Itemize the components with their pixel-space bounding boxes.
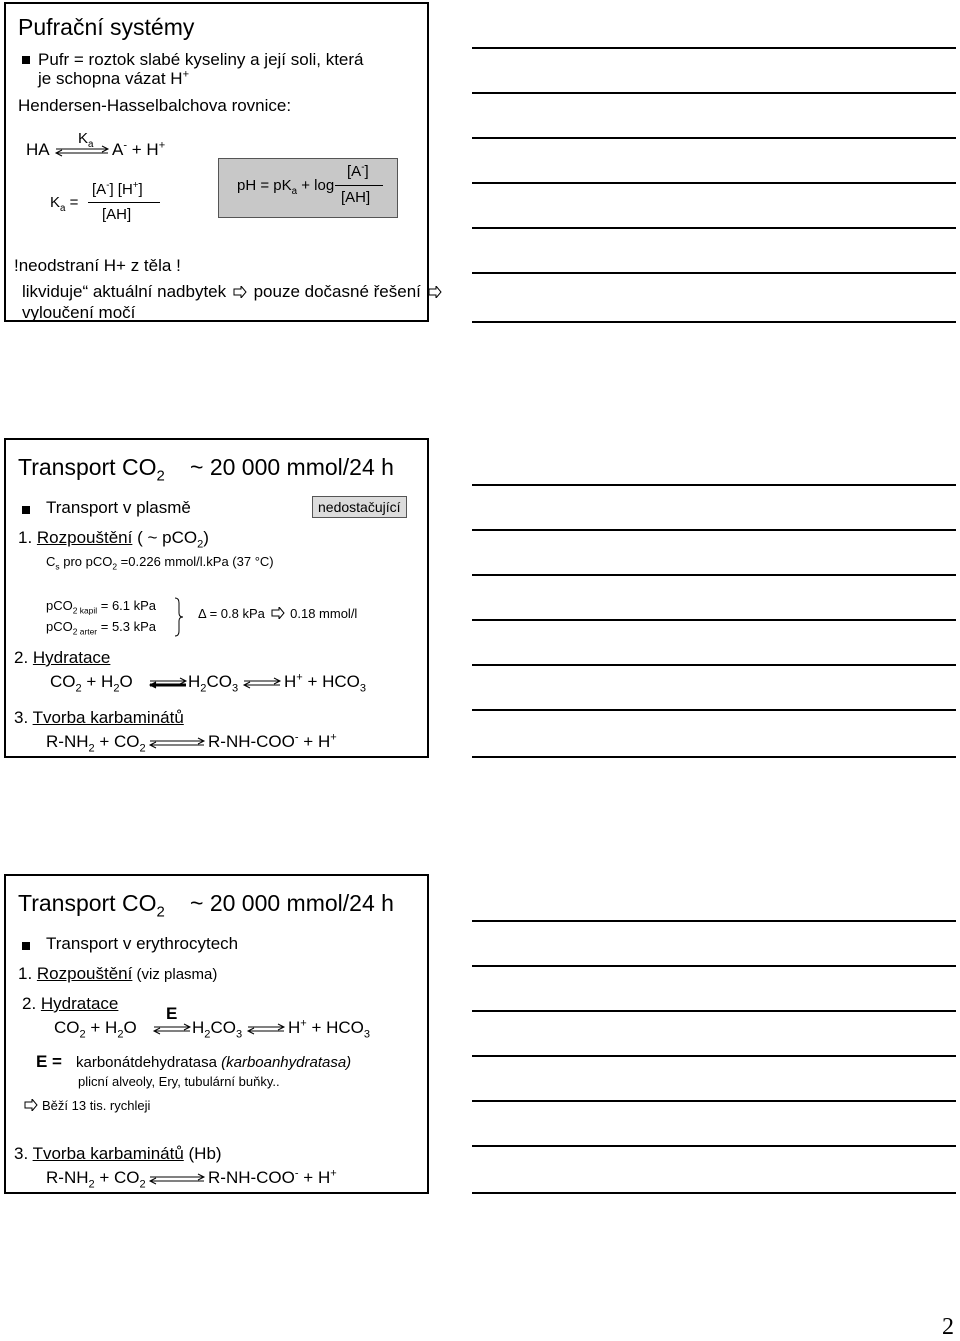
note-line bbox=[472, 1055, 956, 1057]
ph-equation-box bbox=[218, 158, 398, 218]
note-line bbox=[472, 1100, 956, 1102]
equilibrium-arrow-icon bbox=[148, 738, 206, 748]
slide-co2-plasma bbox=[4, 438, 429, 758]
note-line bbox=[472, 574, 956, 576]
carbamate-reactants: $R-NH_2 + CO_2$ bbox=[46, 1168, 146, 1191]
acid-ha: HA bbox=[26, 140, 50, 159]
carbamate-products: R-NH-COO- + H+ bbox=[208, 1167, 337, 1187]
co2-rate: ~ 20 000 mmol/24 h bbox=[190, 454, 394, 480]
hydration-reactants: $CO_2 + H_2O$ bbox=[50, 672, 133, 695]
equilibrium-arrow-icon bbox=[246, 1024, 286, 1034]
hh-equation-title: Hendersen-Hasselbalchova rovnice: bbox=[18, 96, 292, 115]
ph-denominator: [AH] bbox=[341, 189, 371, 206]
bicarbonate-products: $H^+ + HCO_3$ bbox=[288, 1017, 371, 1041]
bicarbonate-products: $H^+ + HCO_3$ bbox=[284, 671, 367, 695]
pco2-capillary: pCO$_{2 kapil}$ = 6.1 kPa bbox=[46, 598, 157, 616]
note-line bbox=[472, 484, 956, 486]
pco2-arterial: pCO$_{2 arter}$ = 5.3 kPa bbox=[46, 619, 157, 637]
note-line bbox=[472, 756, 956, 758]
ph-numerator: [A-] bbox=[347, 162, 369, 180]
carbamate-products: R-NH-COO- + H+ bbox=[208, 731, 337, 751]
note-line bbox=[472, 1010, 956, 1012]
plasma-transport-heading: Transport v plasmě bbox=[46, 498, 191, 517]
note-line bbox=[472, 619, 956, 621]
note-line bbox=[472, 47, 956, 49]
arrow-right-icon bbox=[271, 607, 285, 619]
note-not-removed: !neodstraní H+ z těla ! bbox=[14, 256, 181, 275]
enzyme-definition: karbonátdehydratasa (karboanhydratasa) bbox=[76, 1054, 352, 1071]
carbonic-acid: $H_2CO_3$ bbox=[188, 672, 239, 695]
note-line bbox=[472, 664, 956, 666]
note-line bbox=[472, 920, 956, 922]
slide-buffer-systems bbox=[4, 2, 429, 322]
note-line bbox=[472, 1145, 956, 1147]
item-dissolution: 1. Rozpouštění (viz plasma) bbox=[18, 964, 218, 983]
note-line bbox=[472, 529, 956, 531]
item-hydration: 2. Hydratace bbox=[22, 994, 119, 1013]
buffer-definition-line1: Pufr = roztok slabé kyseliny a její soli, která bbox=[38, 50, 364, 69]
note-line bbox=[472, 965, 956, 967]
pco2-difference: Δ = 0.8 kPa 0.18 mmol/l bbox=[198, 606, 358, 621]
note-line bbox=[472, 137, 956, 139]
reaction-speed: Běží 13 tis. rychleji bbox=[24, 1098, 150, 1113]
slide-title: Pufrační systémy bbox=[18, 14, 195, 40]
arrow-right-icon bbox=[24, 1099, 38, 1111]
item-carbamate: 3. Tvorba karbaminátů bbox=[14, 708, 184, 727]
note-line bbox=[472, 1192, 956, 1194]
equilibrium-arrow-icon bbox=[148, 678, 188, 688]
dissociation-products: A- + H+ bbox=[112, 139, 166, 159]
page-number: 2 bbox=[942, 1314, 954, 1340]
note-line bbox=[472, 182, 956, 184]
carbamate-reactants: $R-NH_2 + CO_2$ bbox=[46, 732, 146, 755]
note-line bbox=[472, 227, 956, 229]
equilibrium-arrow-icon bbox=[148, 1174, 206, 1184]
equilibrium-arrow-icon bbox=[152, 1024, 192, 1034]
ph-fraction-bar bbox=[335, 185, 383, 186]
arrow-right-icon bbox=[428, 286, 442, 298]
ph-equation: pH = $pK_a + \log$ bbox=[237, 177, 335, 197]
erythrocyte-transport-heading: Transport v erythrocytech bbox=[46, 934, 239, 953]
ka-label: $K_a$ bbox=[78, 130, 94, 150]
arrow-right-icon bbox=[233, 286, 247, 298]
ka-numerator: [A-] [H+] bbox=[92, 180, 143, 198]
co2-rate: ~ 20 000 mmol/24 h bbox=[190, 890, 394, 916]
fraction-bar bbox=[88, 202, 160, 203]
enzyme-label: E = bbox=[36, 1052, 62, 1071]
note-liquidates: likviduje“ aktuální nadbytek pouze dočasné řešení bbox=[22, 282, 442, 302]
carbonic-acid: $H_2CO_3$ bbox=[192, 1018, 243, 1041]
item-hydration: 2. Hydratace bbox=[14, 648, 111, 667]
slide-title: Transport $CO_2$ bbox=[18, 454, 165, 485]
bullet-marker bbox=[22, 56, 30, 64]
bullet-marker bbox=[22, 506, 30, 514]
note-line bbox=[472, 709, 956, 711]
equilibrium-arrow-icon bbox=[54, 146, 110, 156]
slide-co2-erythrocytes bbox=[4, 874, 429, 1194]
brace-icon bbox=[174, 597, 184, 637]
note-excretion: vyloučení močí bbox=[22, 303, 136, 322]
equilibrium-arrow-icon bbox=[242, 678, 282, 688]
item-dissolution: 1. Rozpouštění ( ~ pCO$_2$) bbox=[18, 528, 209, 551]
ka-definition: $K_a$ = bbox=[50, 194, 79, 214]
item-carbamate: 3. Tvorba karbaminátů (Hb) bbox=[14, 1144, 222, 1163]
insufficient-badge: nedostačující bbox=[312, 496, 407, 518]
buffer-definition-line2: je schopna vázat H+ bbox=[38, 68, 190, 88]
note-line bbox=[472, 92, 956, 94]
bullet-marker bbox=[22, 942, 30, 950]
slide-title: Transport $CO_2$ bbox=[18, 890, 165, 921]
enzyme-locations: plicní alveoly, Ery, tubulární buňky.. bbox=[78, 1074, 280, 1089]
note-line bbox=[472, 321, 956, 323]
note-line bbox=[472, 272, 956, 274]
hydration-reactants: $CO_2 + H_2O$ bbox=[54, 1018, 137, 1041]
ka-denominator: [AH] bbox=[102, 206, 132, 223]
enzyme-marker: E bbox=[166, 1004, 178, 1023]
solubility-coefficient: $C_s$ pro pCO$_2$ =0.226 mmol/l.kPa (37 °C) bbox=[46, 554, 274, 572]
